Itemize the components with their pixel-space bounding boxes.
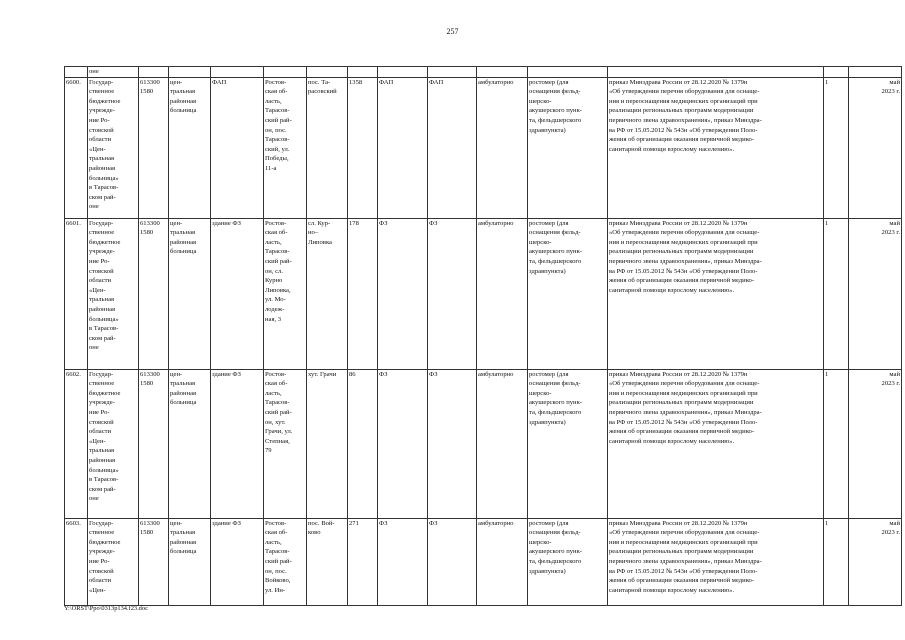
population: 86 [348, 369, 378, 518]
unit-code-2: ФАП [428, 77, 477, 218]
settlement: хут. Грачи [307, 369, 348, 518]
quantity: 1 [824, 518, 849, 605]
settlement: пос. Та- расовский [307, 77, 348, 218]
care-condition: амбулаторно [477, 218, 528, 369]
population: 178 [348, 218, 378, 369]
institution-name: Государ- ственное бюджетное учрежде- ние Ро- стовской области «Цен- тральная районная больница» в Тарасов- ском рай- оне [88, 369, 139, 518]
institution-code: 613300 1580 [139, 518, 169, 605]
delivery-date: май 2023 г. [849, 518, 902, 605]
institution-type: цен- тральная районная больница [169, 77, 211, 218]
population: 271 [348, 518, 378, 605]
settlement: пос. Вой- ково [307, 518, 348, 605]
table-row [65, 518, 902, 605]
institution-name: Государ- ственное бюджетное учрежде- ние Ро- стовской области «Цен- тральная районная больница» в Тарасов- ском рай- оне [88, 218, 139, 369]
institution-code: 613300 1580 [139, 77, 169, 218]
institution-name: Государ- ственное бюджетное учрежде- ние Ро- стовской области «Цен- [88, 518, 139, 605]
continuation-text: оне [88, 67, 139, 78]
population: 1358 [348, 77, 378, 218]
equipment: ростомер (для оснащения фельд- шерско- акушерского пунк- та, фельдшерского здравпункта) [528, 518, 608, 605]
equipment: ростомер (для оснащения фельд- шерско- акушерского пунк- та, фельдшерского здравпункта) [528, 369, 608, 518]
unit-code-1: ФАП [378, 77, 428, 218]
institution-type: цен- тральная районная больница [169, 218, 211, 369]
unit-code-2: ФЗ [428, 369, 477, 518]
settlement: сл. Кур- но– Липовка [307, 218, 348, 369]
quantity: 1 [824, 77, 849, 218]
unit-type: здание ФЗ [211, 518, 264, 605]
footer-file-path: Y:\ORST\Ppo\0313p134.f23.doc [64, 605, 148, 612]
delivery-date: май 2023 г. [849, 77, 902, 218]
equipment-table [64, 66, 902, 606]
delivery-date: май 2023 г. [849, 369, 902, 518]
legal-basis: приказ Минздрава России от 28.12.2020 № 1379н «Об утверждении перечня оборудования для оснаще- ния и переоснащения медицинских организаций при реализации региональных программ модернизации первичного звена здравоохранения», приказ Минздра- ва РФ от 15.05.2012 № 543н «Об утверждении Поло- жения об организации оказания первичной медико- санитарной помощи взрослому населению». [608, 218, 824, 369]
table-row [65, 218, 902, 369]
institution-name: Государ- ственное бюджетное учрежде- ние Ро- стовской области «Цен- тральная районная больница» в Тарасов- ском рай- оне [88, 77, 139, 218]
unit-code-2: ФЗ [428, 518, 477, 605]
legal-basis: приказ Минздрава России от 28.12.2020 № 1379н «Об утверждении перечня оборудования для оснаще- ния и переоснащения медицинских организаций при реализации региональных программ модернизации первичного звена здравоохранения», приказ Минздра- ва РФ от 15.05.2012 № 543н «Об утверждении Поло- жения об организации оказания первичной медико- санитарной помощи взрослому населению». [608, 518, 824, 605]
row-number: 6601. [65, 218, 88, 369]
unit-type: ФАП [211, 77, 264, 218]
care-condition: амбулаторно [477, 77, 528, 218]
row-number: 6600. [65, 77, 88, 218]
institution-code: 613300 1580 [139, 369, 169, 518]
unit-code-1: ФЗ [378, 218, 428, 369]
row-number: 6602. [65, 369, 88, 518]
legal-basis: приказ Минздрава России от 28.12.2020 № 1379н «Об утверждении перечня оборудования для оснаще- ния и переоснащения медицинских организаций при реализации региональных программ модернизации первичного звена здравоохранения», приказ Минздра- ва РФ от 15.05.2012 № 543н «Об утверждении Поло- жения об организации оказания первичной медико- санитарной помощи взрослому населению». [608, 77, 824, 218]
quantity: 1 [824, 369, 849, 518]
unit-type: здание ФЗ [211, 218, 264, 369]
equipment: ростомер (для оснащения фельд- шерско- акушерского пунк- та, фельдшерского здравпункта) [528, 77, 608, 218]
page-number: 257 [446, 27, 459, 36]
address: Ростов- ская об- ласть, Тарасов- ский рай- он, пос. Войково, ул. Ин- [264, 518, 307, 605]
address: Ростов- ская об- ласть, Тарасов- ский рай- он, пос. Тарасов- ский, ул. Победы, 11-а [264, 77, 307, 218]
address: Ростов- ская об- ласть, Тарасов- ский рай- он, хут. Грачи, ул. Степная, 79 [264, 369, 307, 518]
continuation-row [65, 67, 902, 78]
equipment: ростомер (для оснащения фельд- шерско- акушерского пунк- та, фельдшерского здравпункта) [528, 218, 608, 369]
unit-code-1: ФЗ [378, 518, 428, 605]
address: Ростов- ская об- ласть, Тарасов- ский рай- он, сл. Курно Липовка, ул. Мо- лодеж- ная, 3 [264, 218, 307, 369]
quantity: 1 [824, 218, 849, 369]
delivery-date: май 2023 г. [849, 218, 902, 369]
institution-type: цен- тральная районная больница [169, 369, 211, 518]
care-condition: амбулаторно [477, 518, 528, 605]
unit-type: здание ФЗ [211, 369, 264, 518]
institution-code: 613300 1580 [139, 218, 169, 369]
institution-type: цен- тральная районная больница [169, 518, 211, 605]
care-condition: амбулаторно [477, 369, 528, 518]
unit-code-2: ФЗ [428, 218, 477, 369]
table-row [65, 77, 902, 218]
legal-basis: приказ Минздрава России от 28.12.2020 № 1379н «Об утверждении перечня оборудования для оснаще- ния и переоснащения медицинских организаций при реализации региональных программ модернизации первичного звена здравоохранения», приказ Минздра- ва РФ от 15.05.2012 № 543н «Об утверждении Поло- жения об организации оказания первичной медико- санитарной помощи взрослому населению». [608, 369, 824, 518]
unit-code-1: ФЗ [378, 369, 428, 518]
table-row [65, 369, 902, 518]
row-number: 6603. [65, 518, 88, 605]
